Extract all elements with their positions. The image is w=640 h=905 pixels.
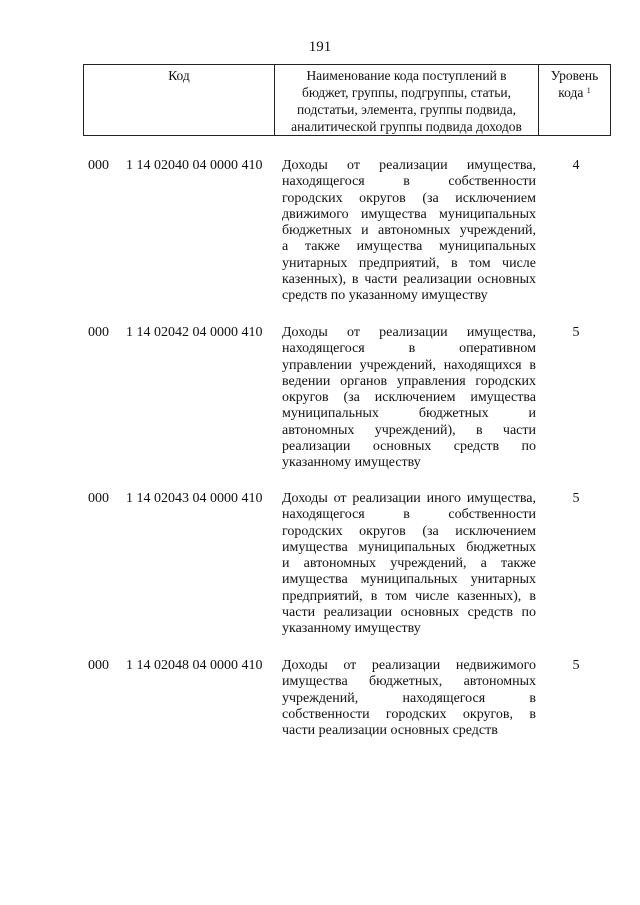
description-line: муниципальных бюджетных и	[282, 406, 536, 422]
footnote-marker: 1	[586, 86, 591, 95]
description-line: учреждений, находящегося в	[282, 690, 536, 706]
description-line: движимого имущества муниципальных	[282, 206, 536, 222]
description-line: ведении органов управления городских	[282, 373, 536, 389]
description-line: унитарных предприятий, в том числе	[282, 255, 536, 271]
row-description	[282, 158, 536, 305]
header-code-cell	[84, 65, 275, 135]
description-line: имущества муниципальных бюджетных	[282, 539, 536, 555]
row-code: 1 14 02048 04 0000 410	[126, 658, 263, 673]
row-prefix: 000	[88, 658, 109, 673]
description-line: находящегося в собственности	[282, 174, 536, 190]
description-line: бюджетных и автономных учреждений,	[282, 223, 536, 239]
description-line: Доходы от реализации иного имущества,	[282, 491, 536, 506]
description-line: средств по указанному имуществу	[282, 288, 488, 304]
description-line: а также имущества муниципальных	[282, 239, 536, 255]
description-line: указанному имуществу	[282, 455, 421, 471]
row-code: 1 14 02043 04 0000 410	[126, 491, 263, 506]
header-level-label-2	[539, 84, 610, 101]
description-line: находящегося в собственности	[282, 507, 536, 523]
header-code-label: Код	[168, 68, 190, 83]
header-name-line: бюджет, группы, подгруппы, статьи,	[302, 85, 511, 100]
description-line: городских округов (за исключением	[282, 523, 536, 539]
header-level-word: кода	[558, 85, 584, 100]
description-line: находящегося в оперативном	[282, 341, 536, 357]
header-level-cell	[539, 65, 610, 135]
description-line: казенных), в части реализации основных	[282, 272, 536, 288]
header-name-cell	[275, 65, 539, 135]
row-description	[282, 658, 536, 739]
row-level: 4	[572, 158, 580, 173]
header-level-label: Уровень	[550, 68, 599, 83]
description-line: управлении учреждений, находящихся в	[282, 357, 536, 373]
row-code: 1 14 02042 04 0000 410	[126, 325, 263, 340]
row-prefix: 000	[88, 158, 109, 173]
description-line: и автономных учреждений, а также	[282, 556, 536, 572]
page-number: 191	[308, 39, 332, 55]
row-description	[282, 491, 536, 638]
description-line: Доходы от реализации недвижимого	[282, 658, 536, 673]
row-level: 5	[572, 658, 580, 673]
header-name-line: подстатьи, элемента, группы подвида,	[296, 102, 517, 117]
row-prefix: 000	[88, 491, 109, 506]
description-line: городских округов (за исключением	[282, 190, 536, 206]
table-header	[83, 64, 611, 136]
description-line: имущества муниципальных унитарных	[282, 572, 536, 588]
row-level: 5	[572, 325, 580, 340]
description-line: части реализации основных средств	[282, 723, 498, 739]
description-line: части реализации основных средств по	[282, 605, 536, 621]
description-line: автономных учреждений), в части	[282, 422, 536, 438]
description-line: реализации основных средств по	[282, 439, 536, 455]
description-line: имущества бюджетных, автономных	[282, 674, 536, 690]
description-line: округов (за исключением имущества	[282, 390, 536, 406]
row-prefix: 000	[88, 325, 109, 340]
description-line: Доходы от реализации имущества,	[282, 325, 536, 340]
row-level: 5	[572, 491, 580, 506]
description-line: предприятий, в том числе казенных), в	[282, 588, 536, 604]
header-name-line: Наименование кода поступлений в	[306, 68, 507, 83]
row-code: 1 14 02040 04 0000 410	[126, 158, 263, 173]
description-line: собственности городских округов, в	[282, 706, 536, 722]
row-description	[282, 325, 536, 472]
description-line: указанному имуществу	[282, 621, 421, 637]
header-name-line: аналитической группы подвида доходов	[291, 119, 522, 134]
description-line: Доходы от реализации имущества,	[282, 158, 536, 173]
